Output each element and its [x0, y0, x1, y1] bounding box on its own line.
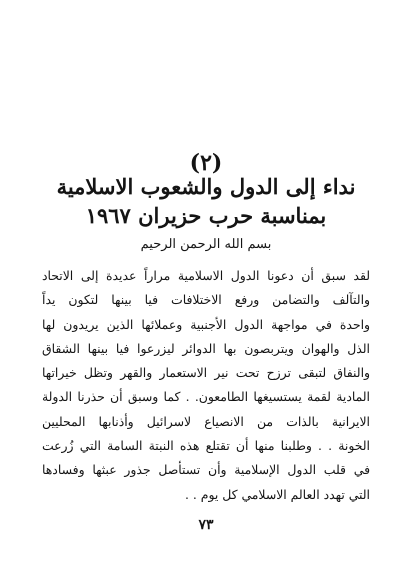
- chapter-title-line-2: بمناسبة حرب حزيران ١٩٦٧: [85, 203, 327, 228]
- body-line: التي تهدد العالم الاسلامي كل يوم . .: [185, 486, 370, 502]
- body-paragraph: [42, 264, 370, 507]
- chapter-number: (٢): [189, 150, 223, 176]
- body-line: واحدة في مواجهة الدول الأجنبية وعملائها الذين يريدون لها: [42, 316, 370, 332]
- body-line: الذل والهوان ويتربصون بها الدوائر ليزرعوا فيا بينها الشقاق: [42, 340, 370, 356]
- chapter-title-line-1: نداء إلى الدول والشعوب الاسلامية: [56, 174, 356, 199]
- basmala: بسم الله الرحمن الرحيم: [140, 237, 272, 252]
- body-line: الايرانية بالذات من الانصياع لاسرائيل وأذنابها المحليين: [42, 413, 370, 429]
- page-number: ٧٣: [198, 517, 214, 533]
- body-line: في قلب الدول الإسلامية وأن تستأصل جذور عبثها وفسادها: [42, 462, 370, 478]
- body-line: والتآلف والتضامن ورفع الاختلافات فيا بينها لتكون يداً: [42, 292, 370, 308]
- body-line: الخونة . . وطلبنا منها أن تقتلع هذه النبتة السامة التي زُرعت: [42, 438, 370, 454]
- body-line: المادية لقمة يستسيغها الطامعون. . كما وسبق أن حذرنا الدولة: [42, 389, 370, 405]
- body-line: لقد سبق أن دعونا الدول الاسلامية مراراً عديدة إلى الاتحاد: [42, 268, 370, 283]
- body-line: والنفاق لتبقى ترزح تحت نير الاستعمار والقهر وتظل خيراتها: [42, 365, 370, 381]
